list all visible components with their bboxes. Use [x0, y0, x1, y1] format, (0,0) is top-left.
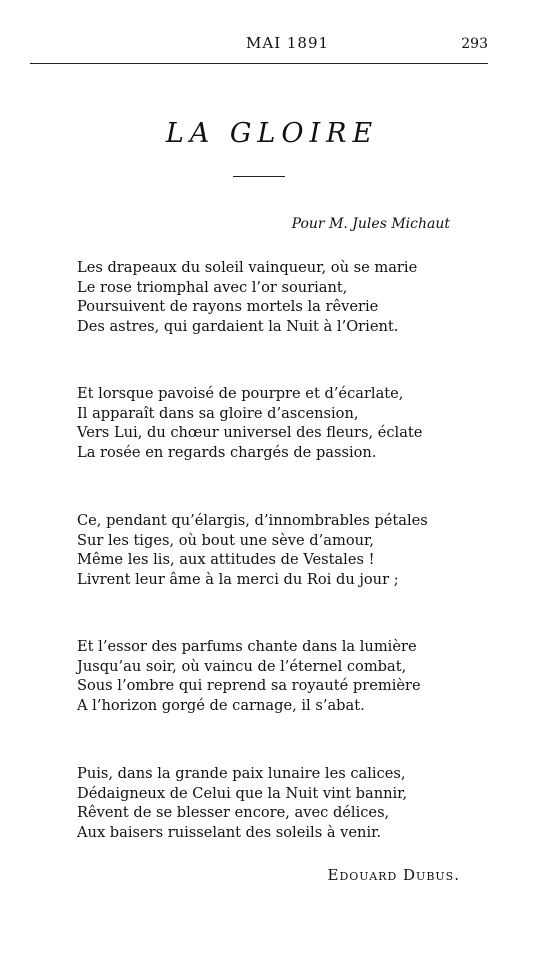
verse-line: Poursuivent de rayons mortels la rêverie: [77, 298, 379, 315]
verse-line: Il apparaît dans sa gloire d’ascension,: [77, 404, 359, 422]
page-header: [30, 34, 488, 64]
stanza: [77, 258, 417, 336]
stanza: [77, 637, 421, 715]
verse-line: Même les lis, aux attitudes de Vestales !: [77, 551, 375, 568]
verse-line: Sous l’ombre qui reprend sa royauté première: [77, 677, 421, 694]
stanza: [77, 764, 407, 842]
title-rule: [233, 176, 285, 177]
verse-line: La rosée en regards chargés de passion.: [77, 443, 377, 461]
dedication: Pour M. Jules Michaut: [291, 216, 450, 232]
verse-line: Et lorsque pavoisé de pourpre et d’écarlate,: [77, 385, 404, 402]
poem-title: LA GLOIRE: [165, 118, 379, 149]
verse-line: Des astres, qui gardaient la Nuit à l’Orient.: [77, 317, 399, 335]
stanza: [77, 384, 422, 462]
verse-line: Et l’essor des parfums chante dans la lumière: [77, 638, 417, 655]
verse-line: Livrent leur âme à la merci du Roi du jour ;: [77, 570, 399, 588]
verse-line: Rêvent de se blesser encore, avec délices,: [77, 804, 390, 821]
verse-line: Aux baisers ruisselant des soleils à venir.: [77, 823, 382, 841]
stanza: [77, 511, 428, 589]
verse-line: Le rose triomphal avec l’or souriant,: [77, 278, 348, 296]
header-rule: [30, 63, 488, 64]
verse-line: Ce, pendant qu’élargis, d’innombrables pétales: [77, 512, 428, 529]
running-title: MAI 1891: [246, 34, 330, 52]
verse-line: Dédaigneux de Celui que la Nuit vint bannir,: [77, 784, 408, 802]
verse-line: Sur les tiges, où bout une sève d’amour,: [77, 531, 375, 549]
verse-line: Vers Lui, du chœur universel des fleurs, éclate: [77, 424, 423, 441]
verse-line: A l’horizon gorgé de carnage, il s’abat.: [77, 696, 365, 714]
page-number: 293: [461, 36, 488, 52]
author-signature: Edouard Dubus.: [327, 866, 460, 884]
verse-line: Jusqu’au soir, où vaincu de l’éternel combat,: [77, 657, 407, 675]
verse-line: Les drapeaux du soleil vainqueur, où se marie: [77, 259, 418, 276]
verse-line: Puis, dans la grande paix lunaire les calices,: [77, 765, 406, 782]
